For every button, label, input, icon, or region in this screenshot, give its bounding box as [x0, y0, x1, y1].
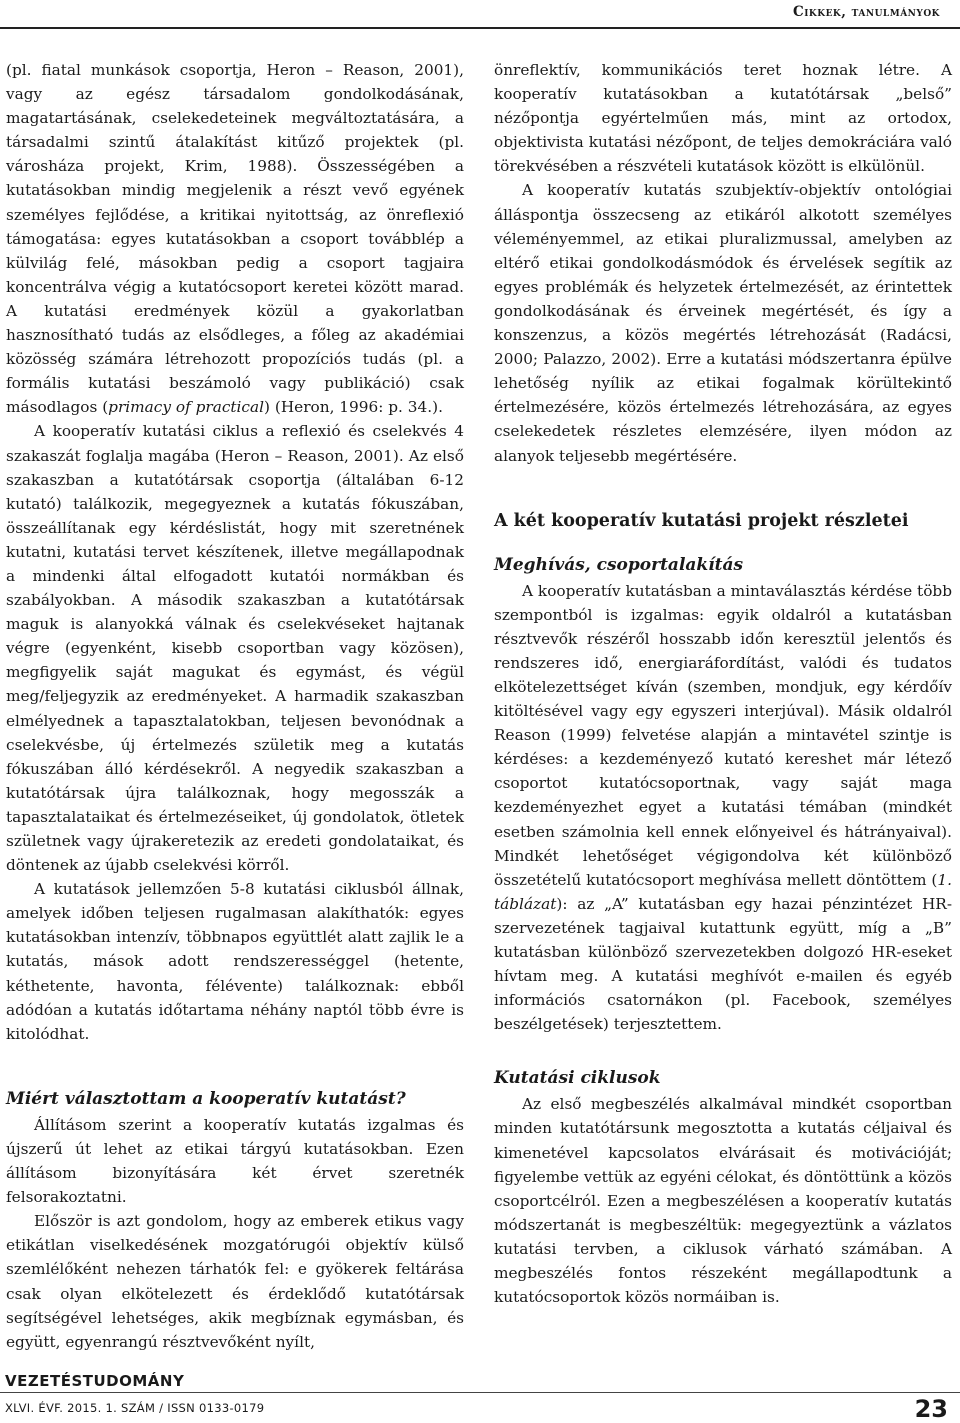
subsection-heading: Miért választottam a kooperatív kutatást? [6, 1088, 406, 1109]
issue-info: XLVI. ÉVF. 2015. 1. SZÁM / ISSN 0133-0179 [5, 1401, 265, 1415]
footer-rule [0, 1392, 960, 1393]
page-number: 23 [914, 1395, 948, 1423]
paragraph: A kooperatív kutatási ciklus a reflexió és cselekvés 4 szakaszát foglalja magába (Heron – Reason, 2001). Az első szakaszban a kutatótársak csoportja (általában 6-12 kutató) találkozik, megegyeznek a kutatás fókuszában, összeállítanak egy kérdéslistát, hogy mit szeretnének kutatni, kutatási tervet készítenek, illetve megállapodnak a mindenki által elfogadott kutatói normákban és szabályokban. A második szakaszban a kutatótársak maguk is alanyokká válnak és cselekvéseket hajtanak végre (egyenként, kisebb csoportban vagy közösen), megfigyelik saját magukat és egymást, és végül meg/feljegyzik az eredményeket. A harmadik szakaszban elmélyednek a tapasztalatokban, teljesen bevonódnak a cselekvésbe, új értelmezés születik meg a kutatás fókuszában álló kérdésekről. A negyedik szakaszban a kutatótársak újra találkoznak, hogy megosszák a tapasztalataikat és értelmezéseiket, új gondolatok, ötletek születnek vagy újrakeretezik az eredeti gondolataikat, és döntenek az újabb cselekvési körről. [6, 422, 464, 875]
paragraph: Először is azt gondolom, hogy az emberek etikus vagy etikátlan viselkedésének mozgatórugói objektív külső szemlélőként nehezen tárhatók fel: e gyökerek feltárása csak olyan elkötelezett és érdeklődő kutatótársak segítségével lehetséges, akik megbíznak egymásban, és együtt, egyenrangú résztvevőként nyílt, [6, 1212, 464, 1351]
section-heading: A két kooperatív kutatási projekt részletei [494, 510, 909, 531]
running-header: Cikkek, tanulmányok [792, 4, 940, 20]
journal-name: VEZETÉSTUDOMÁNY [5, 1372, 185, 1390]
paragraph: A kooperatív kutatásban a mintaválasztás kérdése több szempontból is izgalmas: egyik oldalról a kutatásban résztvevők részéről hosszabb időn keresztül jelentős és rendszeres idő, energiaráfordítást, valódi és tudatos elkötelezettséget kíván (szemben, mondjuk, egy kérdőív kitöltésével vagy egy egyszeri interjúval). Másik oldalról Reason (1999) felvetése alapján a mintavétel szintje is kérdéses: a kezdeményező kutató kereshet már létező csoportot kutatócsoportnak, vagy saját maga kezdeményezhet egyet a kutatási témában (mindkét esetben számolnia kell ennek előnyeivel és hátrányaival). Mindkét lehetőséget végigondolva két különböző összetételű kutatócsoport meghívása mellett döntöttem (1. táblázat): az „A” kutatásban egy hazai pénzintézet HR-szervezetének tagjaival kutattunk együtt, míg a „B” kutatásban különböző szervezetekben dolgozó HR-eseket hívtam meg. A kutatási meghívót e-mailen és egyéb információs csatornákon (pl. Facebook, személyes beszélgetések) terjesztettem. [494, 581, 952, 1034]
subsection-heading: Kutatási ciklusok [494, 1068, 661, 1089]
paragraph: Az első megbeszélés alkalmával mindkét csoportban minden kutatótársunk megosztotta a kutatás céljaival és kimenetével kapcsolatos elvárásait és motivációját; figyelembe vettük az egyéni célokat, és döntöttünk a közös csoportcélról. Ezen a megbeszélésen a kooperatív kutatás módszertanát is megbeszéltük: megegyeztünk a vázlatos kutatási tervben, a ciklusok várható számában. A megbeszélés fontos részeként megállapodtunk a kutatócsoportok közös normáiban is. [494, 1095, 952, 1307]
paragraph: önreflektív, kommunikációs teret hoznak létre. A kooperatív kutatásokban a kutatótársak „belső” nézőpontja egyértelműen más, mint az ortodox, objektivista kutatási nézőpont, de teljes demokráciára való törekvésében a részvételi kutatások között is elkülönül. [494, 61, 952, 176]
paragraph: (pl. fiatal munkások csoportja, Heron – Reason, 2001), vagy az egész társadalom gondolkodásának, magatartásának, cselekedeteinek megváltoztatására, a társadalmi szintű átalakítást kitűző projektek (pl. városháza projekt, Krim, 1988). Összességében a kutatásokban mindig megjelenik a részt vevő egyének személyes fejlődése, a kritikai nyitottság, az önreflexió támogatása: egyes kutatásokban a csoport továbblép a külvilág felé, másokban pedig a csoport tagjaira koncentrálva végig a kutatócsoport keretei között marad. A kutatási eredmények közül a gyakorlatban hasznosítható tudás az elsődleges, a főleg az akadémiai közösség számára létrehozott propozíciós tudás (pl. a formális kutatási beszámoló vagy publikáció) csak másodlagos (primacy of practical) (Heron, 1996: p. 34.). [6, 61, 464, 417]
paragraph: A kooperatív kutatás szubjektív-objektív ontológiai álláspontja összecseng az etikáról alkotott személyes véleményemmel, az etikai pluralizmussal, amelyben az eltérő etikai gondolkodásmódok és érvelések segítik az egyes problémák és helyzetek értelmezését, az érintettek gondolkodásának és érveinek megértését, és így a konszenzus, a közös megértés létrehozását (Radácsi, 2000; Palazzo, 2002). Erre a kutatási módszertanra épülve lehetőség nyílik az etikai fogalmak körültekintő értelmezésére, közös értelmezés létrehozására, az egyes cselekedetek részletes elemzésére, ilyen módon az alanyok teljesebb megértésére. [494, 181, 952, 465]
left-column [6, 58, 464, 1354]
right-column [494, 58, 952, 1309]
header-rule [0, 27, 960, 29]
paragraph: Állításom szerint a kooperatív kutatás izgalmas és újszerű út lehet az etikai tárgyú kutatásokban. Ezen állításom bizonyítására két érvet szeretnék felsorakoztatni. [6, 1115, 464, 1207]
subsection-heading: Meghívás, csoportalakítás [494, 554, 744, 575]
paragraph: A kutatások jellemzően 5-8 kutatási ciklusból állnak, amelyek időben teljesen rugalmasan alakíthatók: egyes kutatásokban intenzív, többnapos együttlét alatt zajlik le a kutatás, mások adott rendszerességgel (hetente, kéthetente, havonta, félévente) találkoznak: ebből adódóan a kutatás időtartama néhány naptól több évre is kitolódhat. [6, 880, 464, 1043]
